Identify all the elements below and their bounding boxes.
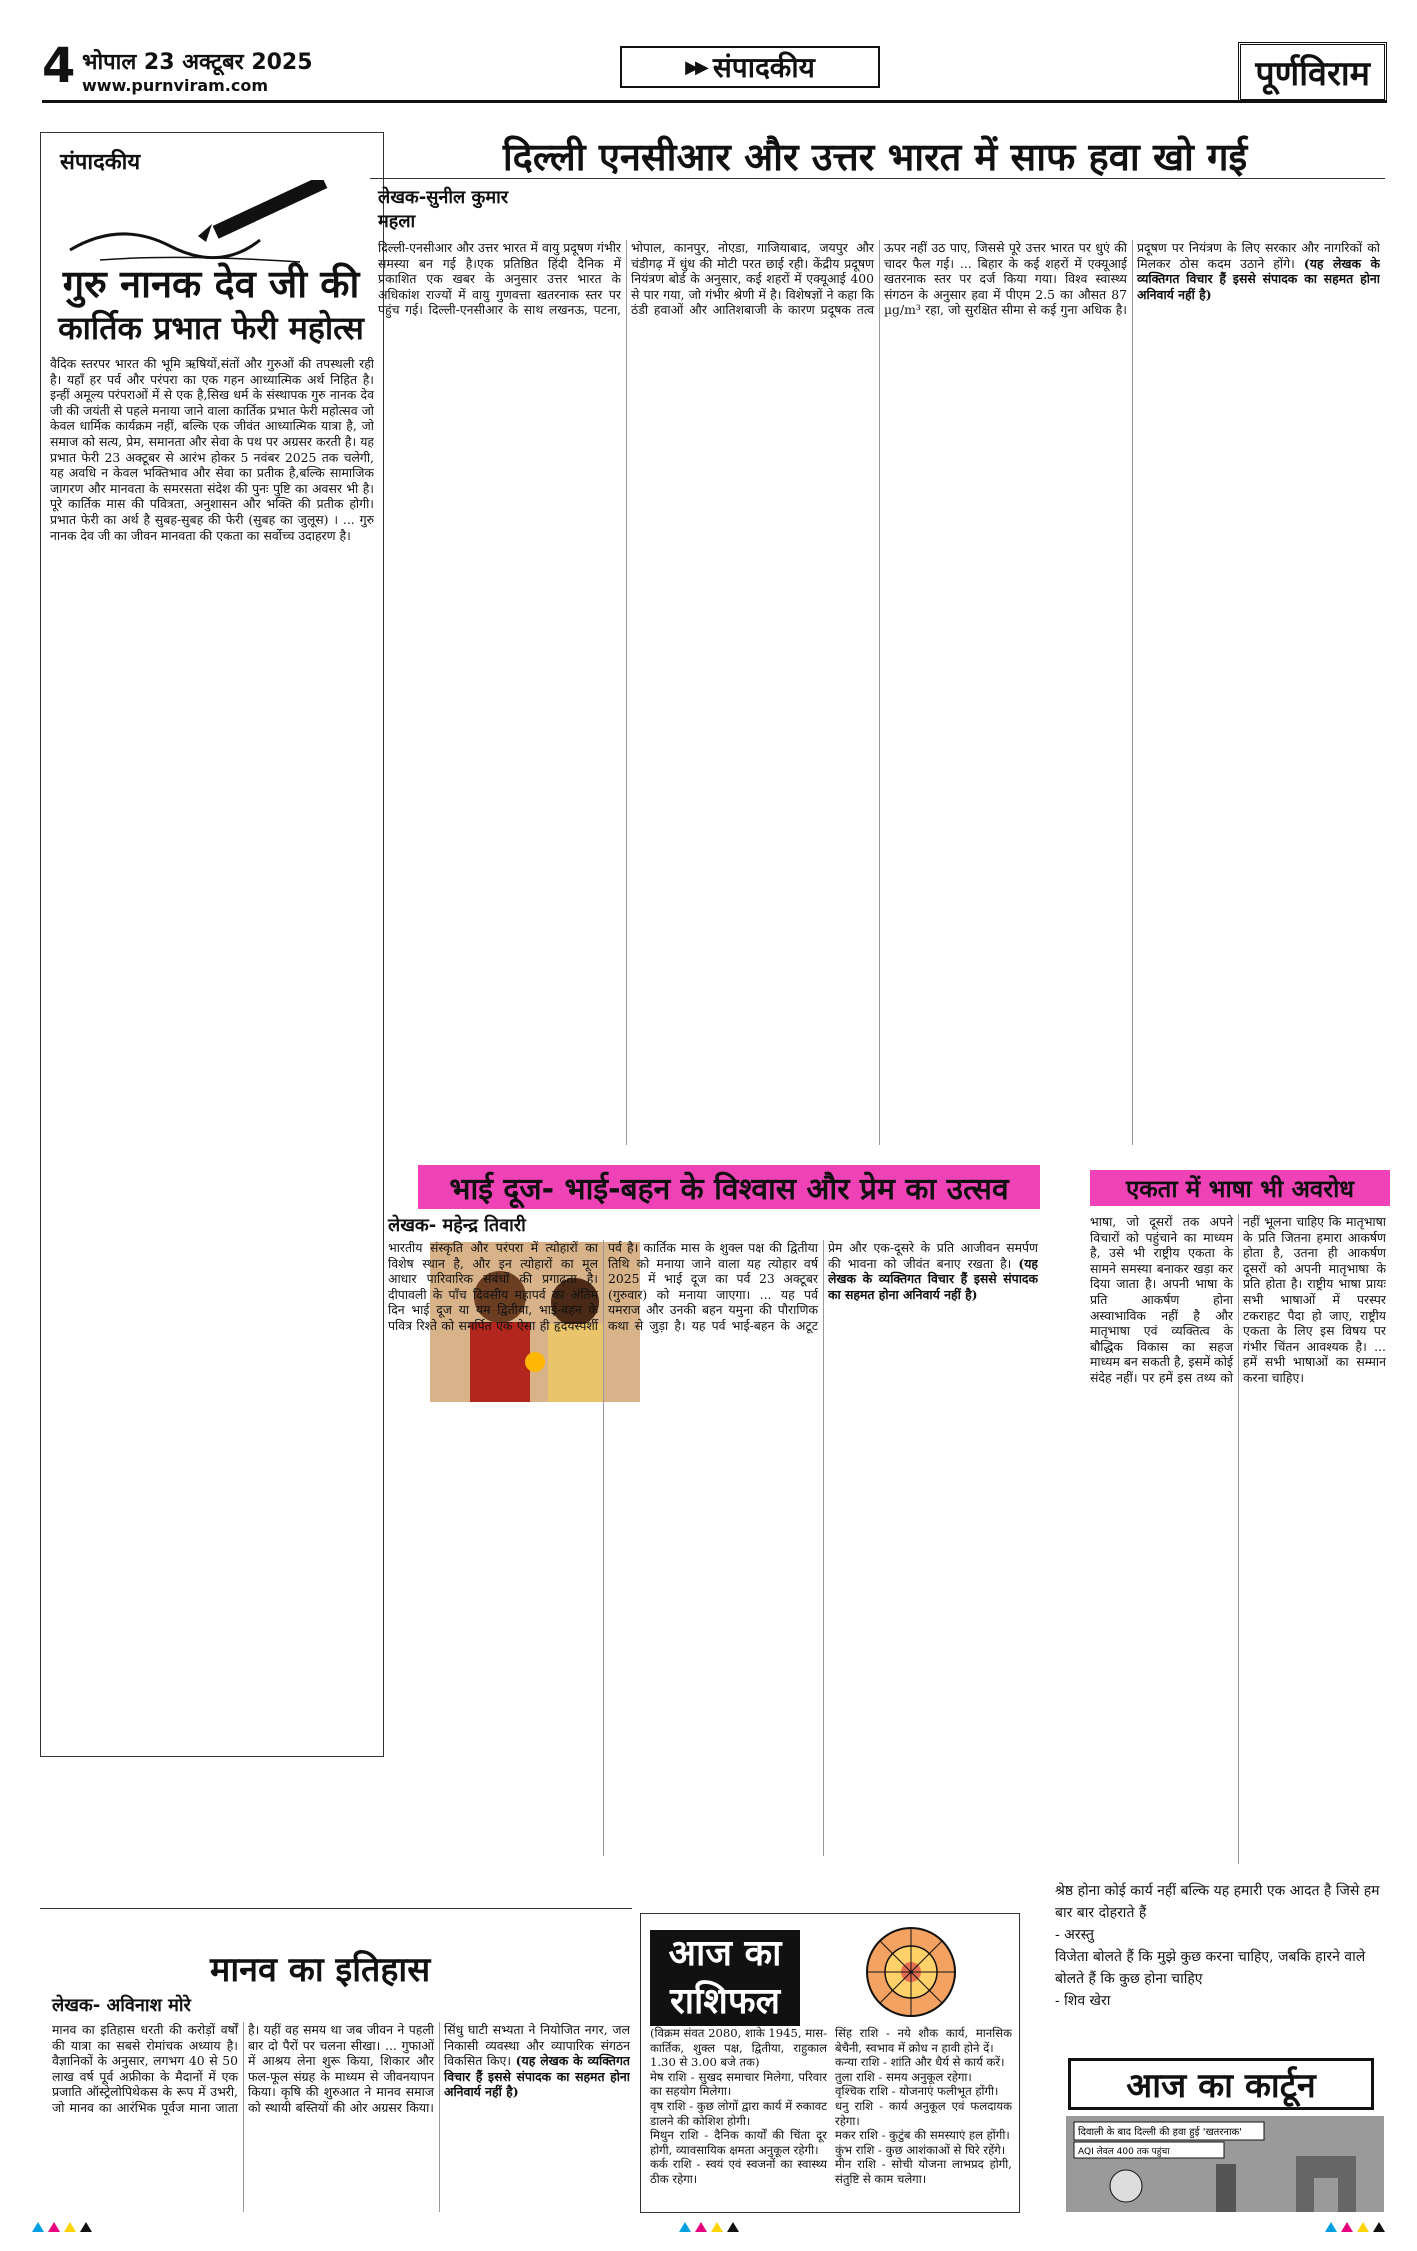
brand-logo: पूर्णविराम xyxy=(1238,42,1387,102)
rashifal-title-line2: राशिफल xyxy=(669,1981,781,2022)
zodiac-wheel-icon xyxy=(816,1924,1006,2020)
rashifal-entry: मीन राशि - सोची योजना लाभप्रद होगी, संतुष्टि से काम चलेगा। xyxy=(835,2157,1012,2186)
quote-1-author: - अरस्तु xyxy=(1055,1927,1095,1943)
footer-registration-marks xyxy=(30,2216,1387,2236)
rashifal-entry: तुला राशि - समय अनुकूल रहेगा। xyxy=(835,2069,972,2084)
lead-byline: लेखक-सुनील कुमार महला xyxy=(378,187,509,232)
rashifal-entry: मकर राशि - कुटुंब की समस्याएं हल होंगी। xyxy=(835,2128,1010,2143)
section-tag xyxy=(620,46,880,88)
bhai-dooj-headline: भाई दूज- भाई-बहन के विश्वास और प्रेम का उत्सव xyxy=(418,1165,1040,1209)
bhai-dooj-body-text: भारतीय संस्कृति और परंपरा में त्योहारों का विशेष स्थान है, और इन त्योहारों का मूल आधार पारिवारिक संबंधों की प्रगाढ़ता है। दीपावली के पाँच दिवसीय महापर्व का अंतिम दिन भाई दूज या यम द्वितीया, भाई-बहन के पवित्र रिश्ते को समर्पित एक ऐसा ही हृदयस्पर्शी पर्व है। कार्तिक मास के शुक्ल पक्ष की द्वितीया तिथि को मनाया जाने वाला यह त्योहार वर्ष 2025 में भाई दूज का पर्व 23 अक्टूबर (गुरुवार) को मनाया जाएगा। ... यह पर्व यमराज और उनकी बहन यमुना की पौराणिक कथा से जुड़ा है। यह पर्व भाई-बहन के अटूट प्रेम और एक-दूसरे के प्रति आजीवन समर्पण की भावना को जीवंत बनाए रखता है। xyxy=(388,1240,1038,1333)
editorial-title-line2: कार्तिक प्रभात फेरी महोत्स xyxy=(58,309,364,347)
cartoon-caption-2: AQI लेवल 400 तक पहुंचा xyxy=(1078,2147,1170,2157)
registration-triangles-center xyxy=(677,2217,741,2236)
rashifal-entry: वृष राशि - कुछ लोगों द्वारा कार्य में रुकावट डालने की कोशिश होगी। xyxy=(650,2098,827,2128)
rashifal-entry: सिंह राशि - नये शौक कार्य, मानसिक बेचैनी, स्वभाव में क्रोध न हावी होने दें। xyxy=(835,2026,1012,2055)
rashifal-entry: कुंभ राशि - कुछ आशंकाओं से घिरे रहेंगे। xyxy=(835,2142,1006,2157)
lead-body xyxy=(378,240,1380,1145)
lead-note: (यह लेखक के व्यक्तिगत विचार हैं इससे संपादक का सहमत होना अनिवार्य नहीं है) xyxy=(1137,255,1380,302)
bhai-dooj-note: (यह लेखक के व्यक्तिगत विचार हैं इससे संपादक का सहमत होना अनिवार्य नहीं है) xyxy=(828,1255,1038,1302)
editorial-title-line1: गुरु नानक देव जी की xyxy=(62,261,360,306)
header-rule xyxy=(42,100,1387,103)
rashifal-entry: मेष राशि - सुखद समाचार मिलेगा, परिवार का सहयोग मिलेगा। xyxy=(650,2069,827,2099)
rashifal-entry: कन्या राशि - शांति और धैर्य से कार्य करें। xyxy=(835,2055,1005,2070)
registration-triangles-left xyxy=(30,2217,94,2236)
cartoon-illustration xyxy=(1066,2116,1384,2212)
history-headline: मानव का इतिहास xyxy=(210,1950,431,1990)
rashifal-entry: कर्क राशि - स्वयं एवं स्वजनों का स्वास्थ्य ठीक रहेगा। xyxy=(650,2157,827,2186)
cartoon-heading: आज का कार्टून xyxy=(1068,2058,1374,2110)
rashifal-intro: (विक्रम संवत 2080, शाके 1945, मास-कार्तिक, शुक्ल पक्ष, द्वितीया, राहुकाल 1.30 से 3.00 बजे तक) xyxy=(650,2026,827,2070)
history-rule xyxy=(40,1908,632,1909)
pen-writing-icon xyxy=(60,180,350,268)
editorial-title xyxy=(46,262,376,350)
lead-rule xyxy=(370,178,1385,179)
lead-body-text: दिल्ली-एनसीआर और उत्तर भारत में वायु प्रदूषण गंभीर समस्या बन गई है।एक प्रतिष्ठित हिंदी दैनिक में प्रकाशित एक खबर के अनुसार उत्तर भारत के अधिकांश राज्यों में वायु गुणवत्ता खतरनाक स्तर पर पहुंच गई। दिल्ली-एनसीआर के साथ लखनऊ, पटना, भोपाल, कानपुर, नोएडा, गाजियाबाद, जयपुर और चंडीगढ़ में धुंध की मोटी परत छाई रही। केंद्रीय प्रदूषण नियंत्रण बोर्ड के अनुसार, कई शहरों में एक्यूआई 400 से पार गया, जो गंभीर श्रेणी में है। विशेषज्ञों ने कहा कि ठंडी हवाओं और आतिशबाजी के कारण प्रदूषक तत्व ऊपर नहीं उठ पाए, जिससे पूरे उत्तर भारत पर धुएं की चादर फैल गई। ... बिहार के कई शहरों में एक्यूआई खतरनाक स्तर पर दर्ज किया गया। विश्व स्वास्थ्य संगठन के अनुसार हवा में पीएम 2.5 का औसत 87 µg/m³ रहा, जो सुरक्षित सीमा से कई गुना अधिक है। प्रदूषण पर नियंत्रण के लिए सरकार और नागरिकों को मिलकर ठोस कदम उठाने होंगे। xyxy=(378,240,1380,318)
rashifal-entry: वृश्चिक राशि - योजनाएं फलीभूत होंगी। xyxy=(835,2084,999,2099)
history-note: (यह लेखक के व्यक्तिगत विचार हैं इससे संपादक का सहमत होना अनिवार्य नहीं है) xyxy=(444,2053,630,2100)
page-number: 4 xyxy=(42,38,76,94)
history-byline: लेखक- अविनाश मोरे xyxy=(52,1995,191,2016)
rashifal-title-line1: आज का xyxy=(668,1933,782,1974)
rashifal-entry: मिथुन राशि - दैनिक कार्यों की चिंता दूर होगी, व्यावसायिक क्षमता अनुकूल रहेगी। xyxy=(650,2128,827,2157)
history-body-text: मानव का इतिहास धरती की करोड़ों वर्षों की यात्रा का सबसे रोमांचक अध्याय है। वैज्ञानिकों के अनुसार, लगभग 40 से 50 लाख वर्ष पूर्व अफ्रीका के मैदानों में एक प्रजाति ऑस्ट्रेलोपिथेकस के रूप में उभरी, जो मानव का आरंभिक पूर्वज माना जाता है। यहीं वह समय था जब जीवन ने पहली बार दो पैरों पर चलना सीखा। ... गुफाओं में आश्रय लेना शुरू किया, शिकार और फल-फूल संग्रह के माध्यम से जीवनयापन किया। कृषि की शुरुआत ने मानव समाज को स्थायी बस्तियों की ओर अग्रसर किया। सिंधु घाटी सभ्यता ने नियोजित नगर, जल निकासी व्यवस्था और व्यापारिक संगठन विकसित किए। xyxy=(52,2022,630,2115)
registration-triangles-right xyxy=(1323,2217,1387,2236)
quote-2-author: - शिव खेरा xyxy=(1055,1993,1111,2009)
editorial-label: संपादकीय xyxy=(60,150,141,175)
quotes-box xyxy=(1055,1880,1385,2012)
quote-2: विजेता बोलते हैं कि मुझे कुछ करना चाहिए, जबकि हारने वाले बोलते हैं कि कुछ होना चाहिए xyxy=(1055,1949,1366,1987)
lead-headline: दिल्ली एनसीआर और उत्तर भारत में साफ हवा खो गई xyxy=(502,135,1248,179)
page-date: भोपाल 23 अक्टूबर 2025 xyxy=(82,50,313,75)
bhai-dooj-byline: लेखक- महेन्द्र तिवारी xyxy=(388,1215,526,1236)
india-gate-arch xyxy=(1314,2178,1338,2212)
section-label: संपादकीय xyxy=(712,51,815,84)
quote-1: श्रेष्ठ होना कोई कार्य नहीं बल्कि यह हमारी एक आदत है जिसे हम बार बार दोहराते हैं xyxy=(1055,1883,1380,1921)
cartoon-caption-1: दिवाली के बाद दिल्ली की हवा हुई 'खतरनाक' xyxy=(1078,2127,1242,2138)
site-url[interactable]: www.purnviram.com xyxy=(82,76,269,95)
rashifal-title xyxy=(650,1930,800,2026)
language-unity-body: भाषा, जो दूसरों तक अपने विचारों को पहुंचाने का माध्यम है, उसे भी राष्ट्रीय एकता के सामने समस्या बनाकर खड़ा कर दिया जाता है। अपनी भाषा के प्रति आकर्षण होना अस्वाभाविक नहीं है और मातृभाषा एवं व्यक्तित्व के बौद्धिक विकास का सहज माध्यम बन सकती है, इसमें कोई संदेह नहीं। पर हमें इस तथ्य को नहीं भूलना चाहिए कि मातृभाषा के प्रति जितना हमारा आकर्षण होता है, उतना ही आकर्षण दूसरों को अपनी मातृभाषा के प्रति होता है। राष्ट्रीय भाषा प्रायः सभी भाषाओं में परस्पर टकराहट पैदा हो जाए, राष्ट्रीय एकता के लिए इस विषय पर गंभीर चिंतन आवश्यक है। ... हमें सभी भाषाओं का सम्मान करना चाहिए। xyxy=(1090,1214,1386,1385)
qutub-minar xyxy=(1216,2164,1236,2212)
rashifal-entry: धनु राशि - कार्य अनुकूल एवं फलदायक रहेगा। xyxy=(835,2098,1012,2128)
rashifal-list xyxy=(650,2026,1012,2206)
bhai-dooj-body xyxy=(388,1240,1038,1856)
masked-person xyxy=(1110,2170,1142,2202)
masthead xyxy=(0,0,1417,100)
language-unity-headline: एकता में भाषा भी अवरोध xyxy=(1090,1170,1390,1206)
chevron-right-icon: ▶▶ xyxy=(685,56,705,78)
history-body xyxy=(52,2022,630,2212)
editorial-body: वैदिक स्तरपर भारत की भूमि ऋषियों,संतों और गुरुओं की तपस्थली रही है। यहाँ हर पर्व और परंपरा का एक गहन आध्यात्मिक अर्थ निहित है। इन्हीं अमूल्य परंपराओं में से एक है,सिख धर्म के संस्थापक गुरु नानक देव जी की जयंती से पहले मनाया जाने वाला कार्तिक प्रभात फेरी महोत्सव जो केवल धार्मिक कार्यक्रम नहीं, बल्कि एक जीवंत आध्यात्मिक यात्रा है, जो समाज को सत्य, प्रेम, समानता और सेवा के पथ पर अग्रसर करती है। यह प्रभात फेरी 23 अक्टूबर से आरंभ होकर 5 नवंबर 2025 तक चलेगी, यह अवधि न केवल भक्तिभाव और सेवा का प्रतीक है,बल्कि सामाजिक जागरण और मानवता के समरसता संदेश की पुनः पुष्टि का अवसर भी है।पूरे कार्तिक मास की पवित्रता, अनुशासन और भक्ति की प्रतीक होगी।प्रभात फेरी का अर्थ है सुबह-सुबह की फेरी (सुबह का जुलूस) । ... गुरु नानक देव जी का जीवन मानवता की एकता का सर्वोच्च उदाहरण है। xyxy=(50,356,374,543)
